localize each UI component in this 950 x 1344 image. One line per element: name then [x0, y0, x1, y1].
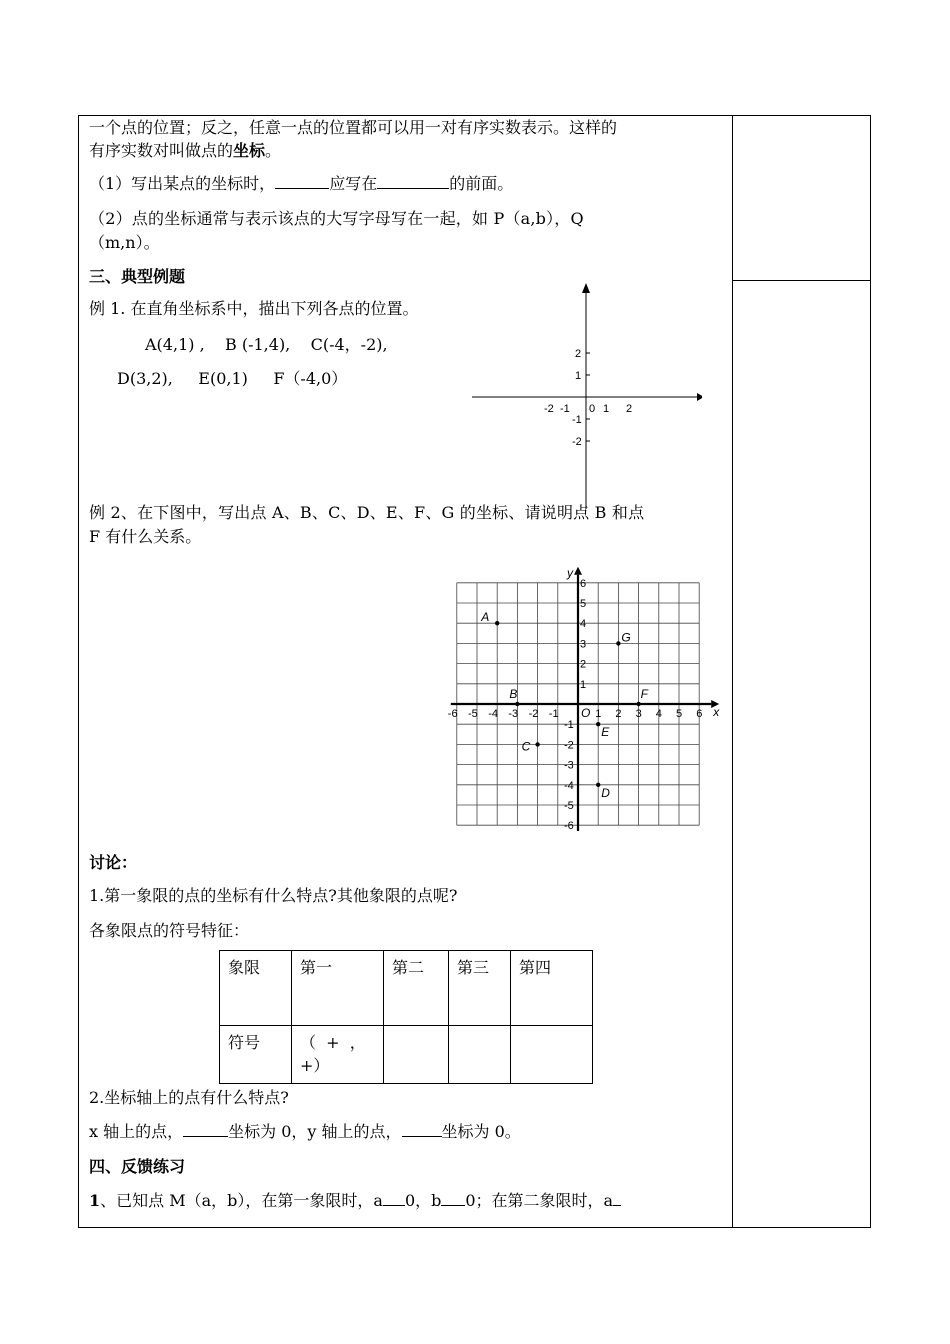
point-marker	[616, 641, 620, 645]
y-tick-label: -6	[564, 820, 574, 831]
side-column-rule	[733, 280, 871, 281]
example2-line-1: 例 2、在下图中，写出点 A、B、C、D、E、F、G 的坐标、请说明点 B 和点	[89, 503, 645, 522]
point-label: E	[601, 725, 610, 740]
y-tick-label: -1	[572, 414, 582, 426]
example1-axes	[472, 281, 702, 511]
discussion-q2: 2.坐标轴上的点有什么特点?	[89, 1088, 289, 1107]
quadrant-sign-table	[219, 950, 593, 1084]
x-tick-label: -5	[468, 708, 478, 720]
example2-line-2: F 有什么关系。	[89, 527, 202, 546]
point-marker	[515, 702, 519, 706]
x-tick-label: 2	[626, 403, 633, 415]
y-tick-label: 4	[580, 618, 587, 631]
point-marker	[636, 702, 640, 706]
quadrant-sign-intro: 各象限点的符号特征：	[89, 921, 250, 940]
intro-line-1: 一个点的位置；反之，任意一点的位置都可以用一对有序实数表示。这样的	[89, 118, 618, 137]
example2-coordinate-grid	[444, 556, 724, 831]
column-divider	[732, 116, 733, 1227]
x-tick-label: 6	[696, 708, 703, 720]
y-axis-arrow	[574, 567, 582, 575]
x-tick-label: -6	[447, 708, 458, 720]
fill-blank-5[interactable]	[383, 1189, 405, 1206]
y-tick-label: -3	[564, 759, 574, 772]
fill-blank-6[interactable]	[441, 1189, 465, 1206]
intro-item-1: （1）写出某点的坐标时， 应写在 的前面。	[89, 174, 514, 193]
table-row-label: 符号	[220, 1026, 292, 1084]
worksheet-frame	[78, 115, 871, 1228]
y-tick-label: 6	[580, 577, 587, 590]
y-axis-arrow	[582, 283, 590, 293]
point-marker	[596, 783, 600, 787]
example1-points-line-2: D(3,2), E(0,1) F（-4,0）	[117, 369, 348, 388]
table-cell-second[interactable]	[384, 1026, 449, 1084]
x-tick-label: -2	[528, 708, 539, 720]
table-cell-fourth[interactable]	[511, 1026, 593, 1084]
y-tick-label: 2	[575, 348, 582, 360]
point-label: B	[509, 687, 518, 701]
y-tick-label: -5	[564, 800, 574, 812]
y-axis-label: y	[567, 565, 573, 580]
point-label: G	[621, 630, 631, 645]
x-tick-label: 2	[615, 708, 622, 720]
x-axis-arrow	[697, 393, 702, 401]
table-header: 第一	[292, 951, 384, 1026]
x-tick-label: -1	[560, 403, 570, 415]
y-tick-label: 3	[580, 638, 587, 651]
x-tick-label: -3	[508, 708, 519, 720]
origin-label: O	[581, 706, 591, 720]
x-tick-label: 4	[655, 708, 662, 720]
point-marker	[596, 722, 600, 726]
y-tick-label: -4	[564, 779, 574, 792]
x-tick-label: 1	[595, 708, 602, 720]
table-cell-first[interactable]: （ + ， +）	[292, 1026, 384, 1084]
discussion-q1: 1.第一象限的点的坐标有什么特点?其他象限的点呢?	[89, 886, 458, 905]
table-header: 第二	[384, 951, 449, 1026]
x-tick-label: -1	[548, 708, 559, 720]
x-tick-label: 3	[635, 708, 642, 720]
discussion-heading: 讨论：	[89, 853, 138, 872]
example1-title: 例 1. 在直角坐标系中，描出下列各点的位置。	[89, 299, 419, 318]
x-axis-label: x	[713, 705, 720, 719]
x-tick-label: -4	[488, 708, 498, 720]
intro-item-2-line-1: （2）点的坐标通常与表示该点的大写字母写在一起，如 P（a,b），Q	[89, 209, 584, 228]
section4-heading: 四、反馈练习	[89, 1157, 186, 1176]
table-header: 第四	[511, 951, 593, 1026]
x-tick-label: 0	[589, 403, 596, 415]
fill-blank-2[interactable]	[377, 172, 449, 189]
example1-points-line-1: A(4,1) , B (-1,4), C(-4，-2),	[145, 335, 388, 354]
y-tick-label: -1	[564, 719, 574, 732]
x-tick-label: 5	[676, 708, 683, 720]
coordinate-term: 坐标	[233, 141, 266, 160]
y-tick-label: 5	[580, 598, 587, 610]
point-label: D	[601, 785, 610, 800]
fill-blank-4[interactable]	[402, 1120, 442, 1137]
fill-blank-3[interactable]	[183, 1120, 228, 1137]
x-tick-label: 1	[603, 403, 610, 415]
table-header: 象限	[220, 951, 292, 1026]
point-label: A	[481, 610, 490, 625]
discussion-q3: x 轴上的点， 坐标为 0，y 轴上的点， 坐标为 0。	[89, 1122, 521, 1141]
practice-item-1: 1、已知点 M（a，b），在第一象限时，a 0，b 0；在第二象限时，a	[89, 1189, 621, 1213]
intro-line-2: 有序实数对叫做点的坐标。	[89, 141, 282, 160]
fill-blank-1[interactable]	[275, 172, 329, 189]
y-tick-label: 1	[575, 370, 582, 382]
point-label: C	[521, 739, 531, 754]
y-tick-label: -2	[572, 436, 582, 448]
table-cell-third[interactable]	[449, 1026, 511, 1084]
y-tick-label: -2	[564, 739, 574, 752]
x-tick-label: -2	[544, 403, 554, 415]
intro-item-2-line-2: （m,n）。	[89, 233, 160, 252]
fill-blank-7[interactable]	[613, 1189, 621, 1206]
point-marker	[495, 621, 499, 625]
point-label: F	[640, 687, 648, 701]
point-marker	[535, 742, 539, 746]
section3-heading: 三、典型例题	[89, 267, 186, 286]
y-tick-label: 1	[580, 678, 587, 691]
y-tick-label: 2	[580, 658, 587, 671]
table-header: 第三	[449, 951, 511, 1026]
